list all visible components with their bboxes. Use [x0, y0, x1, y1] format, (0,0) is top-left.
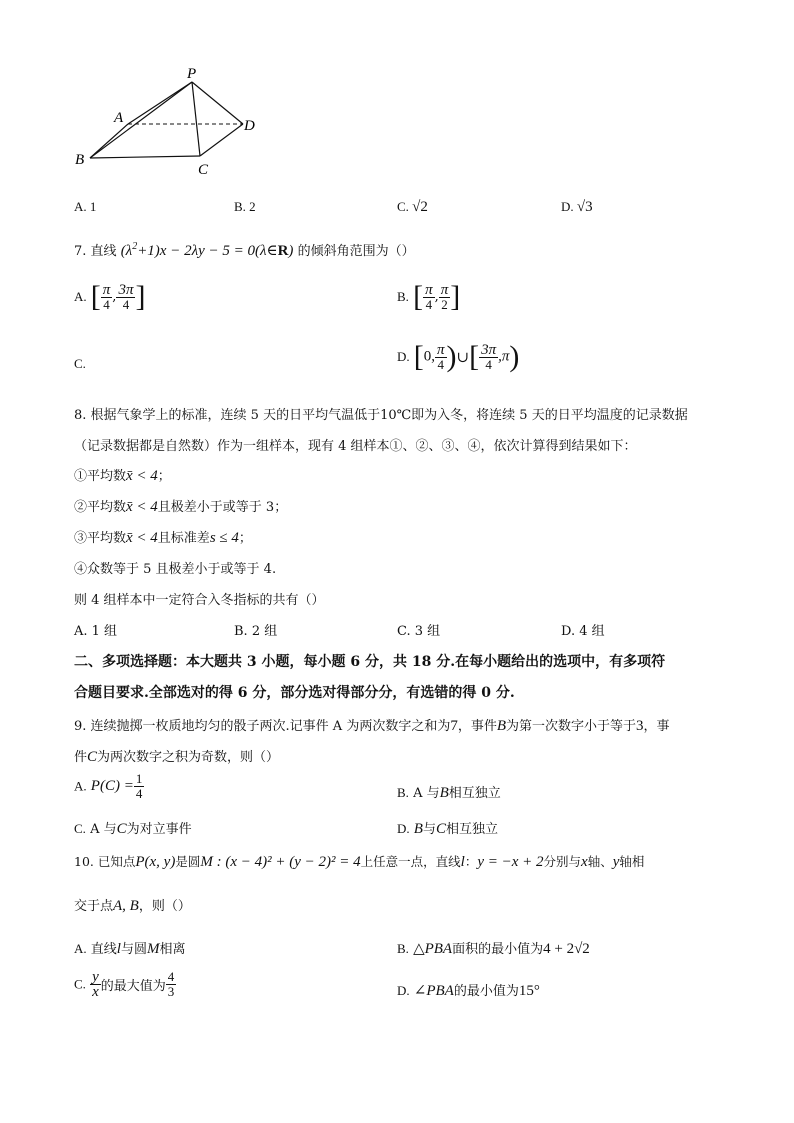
- q10-line1: 10. 已知点P(x, y)是圆M : (x − 4)² + (y − 2)² = 4上任意一点，直线l：y = −x + 2分别与x轴、y轴相: [74, 854, 645, 870]
- q9-option-b[interactable]: B. A 与B相互独立: [397, 785, 501, 801]
- q9-option-c[interactable]: C. A 与C为对立事件: [74, 821, 192, 837]
- q9-option-a[interactable]: A. P(C) = $\frac{1}{4}$: [74, 771, 143, 801]
- vertex-label-C: C: [198, 162, 209, 178]
- q7-option-a-label: A.: [74, 289, 87, 304]
- q8-item3: ③平均数x̄ < 4且标准差s ≤ 4；: [74, 530, 252, 546]
- pyramid-figure: [70, 62, 270, 182]
- edge-BA: [90, 124, 128, 158]
- vertex-label-P: P: [187, 66, 197, 82]
- q10-option-d[interactable]: D. ∠PBA的最小值为15°: [397, 983, 540, 999]
- q9-option-d[interactable]: D. B与C相互独立: [397, 821, 498, 837]
- q6-option-d-label: D.: [561, 199, 574, 214]
- q8-option-b[interactable]: B. 2 组: [234, 624, 278, 639]
- q8-option-d[interactable]: D. 4 组: [561, 624, 605, 639]
- section2-heading-line1: 二、多项选择题：本大题共 3 小题，每小题 6 分，共 18 分.在每小题给出的选项中，有多项符: [74, 654, 666, 670]
- q6-option-c-value: √2: [412, 199, 428, 215]
- q8-item2: ②平均数x̄ < 4且极差小于或等于 3；: [74, 499, 288, 515]
- q9-option-d-label: D.: [397, 821, 410, 836]
- edge-CD: [200, 124, 243, 156]
- q10-line2: 交于点A, B，则（）: [74, 898, 191, 914]
- edge-PA: [128, 82, 192, 124]
- q10-option-b-label: B.: [397, 941, 409, 956]
- edge-PC: [192, 82, 200, 156]
- q7-option-b[interactable]: B. [ $\frac{\pi}{4}$ , $\frac{\pi}{2}$ ]: [397, 280, 461, 313]
- q9-option-b-label: B.: [397, 785, 409, 800]
- q10-option-b[interactable]: B. △PBA面积的最小值为4 + 2√2: [397, 941, 590, 957]
- vertex-label-D: D: [244, 118, 255, 134]
- q10-option-d-label: D.: [397, 983, 410, 998]
- q6-option-a[interactable]: A. 1: [74, 199, 97, 214]
- q8-line2: （记录数据都是自然数）作为一组样本，现有 4 组样本①、②、③、④，依次计算得到结果如下：: [74, 439, 637, 454]
- q7-equation: $(\lambda^2+1)x - 2\lambda y - 5$ = 0(λ∈R): [120, 241, 294, 259]
- q8-option-a[interactable]: A. 1 组: [74, 624, 118, 639]
- q10-option-c-label: C.: [74, 976, 86, 992]
- vertex-label-A: A: [114, 110, 124, 126]
- q8-item1: ①平均数x̄ < 4；: [74, 468, 171, 484]
- q9-option-a-label: A.: [74, 778, 87, 794]
- q10-option-c[interactable]: C. $\frac{y}{x}$ 的最大值为 $\frac{4}{3}$: [74, 969, 175, 1000]
- q8-ask: 则 4 组样本中一定符合入冬指标的共有（）: [74, 593, 325, 608]
- q9-line1: 9. 连续抛掷一枚质地均匀的骰子两次.记事件 A 为两次数字之和为7，事件B为第一次数字小于等于3，事: [74, 718, 670, 734]
- q8-line1: 8. 根据气象学上的标准，连续 5 天的日平均气温低于10℃即为入冬，将连续 5 天的日平均温度的记录数据: [74, 408, 688, 423]
- edge-PB: [90, 82, 192, 158]
- vertex-label-B: B: [75, 152, 85, 168]
- q7-stem-tail: 的倾斜角范围为（）: [297, 244, 415, 259]
- q10-option-a-label: A.: [74, 941, 87, 956]
- edge-BC: [90, 156, 200, 158]
- q10-option-a[interactable]: A. 直线l与圆M相离: [74, 941, 186, 957]
- q6-option-d-value: √3: [576, 199, 593, 215]
- q6-option-d[interactable]: [561, 199, 593, 216]
- q7-option-a[interactable]: A. [ $\frac{\pi}{4}$ , $\frac{3\pi}{4}$ ]: [74, 280, 146, 313]
- q8-item4: ④众数等于 5 且极差小于或等于 4.: [74, 562, 277, 577]
- q7-option-d-label: D.: [397, 349, 410, 364]
- edge-PD: [192, 82, 243, 124]
- q9-option-c-label: C.: [74, 821, 86, 836]
- q7-option-d[interactable]: D. [0, $\frac{\pi}{4}$ )∪[ $\frac{3\pi}{4}$ ,π): [397, 340, 520, 373]
- q8-option-c[interactable]: C. 3 组: [397, 624, 441, 639]
- q7-number: 7. 直线: [74, 244, 117, 259]
- section2-heading-line2: 合题目要求.全部选对的得 6 分，部分选对得部分分，有选错的得 0 分.: [74, 685, 515, 701]
- q6-option-c-label: C.: [397, 199, 409, 214]
- q6-option-c[interactable]: [397, 199, 428, 216]
- q7-stem: [74, 240, 415, 260]
- q7-option-c[interactable]: C.: [74, 356, 86, 371]
- q6-option-b[interactable]: B. 2: [234, 199, 256, 214]
- q9-line2: 件C为两次数字之积为奇数，则（）: [74, 749, 280, 765]
- q7-option-b-label: B.: [397, 289, 409, 304]
